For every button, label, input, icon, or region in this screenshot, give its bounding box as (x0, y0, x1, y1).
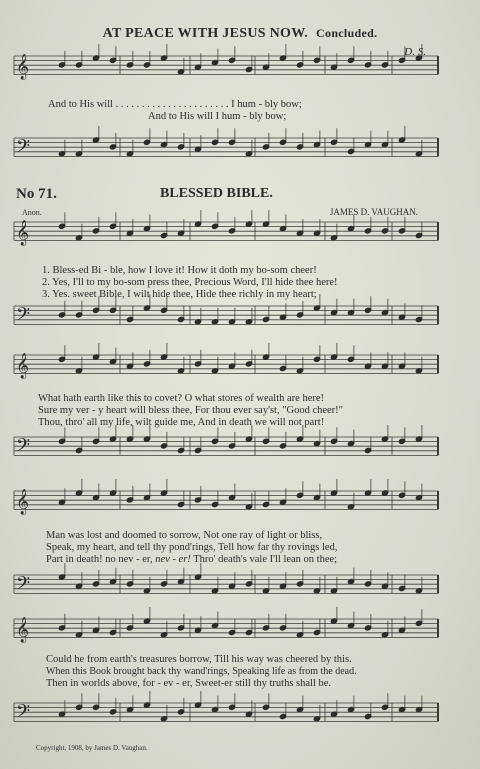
music-attribution: JAMES D. VAUGHAN. (329, 207, 418, 217)
bass-clef-icon: 𝄢 (16, 701, 31, 727)
s3-verse-3-part-a: Part in death! no nev - er, (46, 554, 153, 565)
bass-clef-icon: 𝄢 (16, 573, 31, 599)
bass-clef-icon: 𝄢 (16, 136, 31, 162)
s4-verse-2: When this Book brought back thy wand'rings, Speaking life as from the dead. (46, 666, 357, 677)
s2-verse-3: Thou, thro' all my life, wilt guide me, And in death we will not part! (38, 417, 325, 428)
s2-verse-1: What hath earth like this to covet? O what stores of wealth are here! (38, 393, 325, 404)
top-lyric-line-2: And to His will I hum - bly bow; (148, 111, 287, 122)
continued-title-text: AT PEACE WITH JESUS NOW. (102, 26, 309, 41)
s1-verse-3: 3. Yes. sweet Bible, I wilt hide thee, Hide thee richly in my heart; (42, 289, 317, 300)
treble-clef-icon: 𝄞 (16, 220, 30, 246)
hymn-title: BLESSED BIBLE. (160, 186, 273, 201)
s3-verse-2: Speak, my heart, and tell thy pond'rings, Tell how far thy rovings led, (46, 542, 338, 553)
dal-segno-marking: D. S. (404, 46, 426, 58)
s4-verse-3: Then in worlds above, for - ev - er, Sweet-er still thy truths shall be. (46, 678, 332, 689)
treble-clef-icon: 𝄞 (16, 489, 30, 515)
hymn-number: No 71. (16, 186, 57, 202)
s1-verse-2: 2. Yes, I'll to my bo-som press thee, Precious Word, I'll hide thee here! (42, 277, 338, 288)
concluded-label: Concluded. (316, 26, 378, 40)
s2-verse-2: Sure my ver - y heart will bless thee, For thou ever say'st, "Good cheer!" (38, 405, 343, 416)
top-lyric-line-1: And to His will . . . . . . . . . . . . . . . . . . . . . . I hum - bly bow; (48, 99, 302, 110)
copyright-notice: Copyright, 1908, by James D. Vaughan. (36, 744, 148, 752)
words-attribution: Anon. (22, 208, 42, 217)
s3-verse-1: Man was lost and doomed to sorrow, Not one ray of light or bliss, (46, 530, 323, 541)
s3-verse-3-part-c: Thro' death's vale I'll lean on thee; (193, 554, 338, 565)
treble-clef-icon: 𝄞 (16, 353, 30, 379)
treble-clef-icon: 𝄞 (16, 54, 30, 80)
treble-clef-icon: 𝄞 (16, 617, 30, 643)
bass-clef-icon: 𝄢 (16, 435, 31, 461)
continued-song-title (0, 26, 480, 42)
s1-verse-1: 1. Bless-ed Bi - ble, how I love it! How it doth my bo-som cheer! (42, 265, 317, 276)
bass-clef-icon: 𝄢 (16, 304, 31, 330)
s3-verse-3 (46, 554, 337, 566)
s3-verse-3-part-b: nev - er! (155, 554, 191, 565)
s4-verse-1: Could he from earth's treasures borrow, Till his way was cheered by this. (46, 654, 352, 665)
